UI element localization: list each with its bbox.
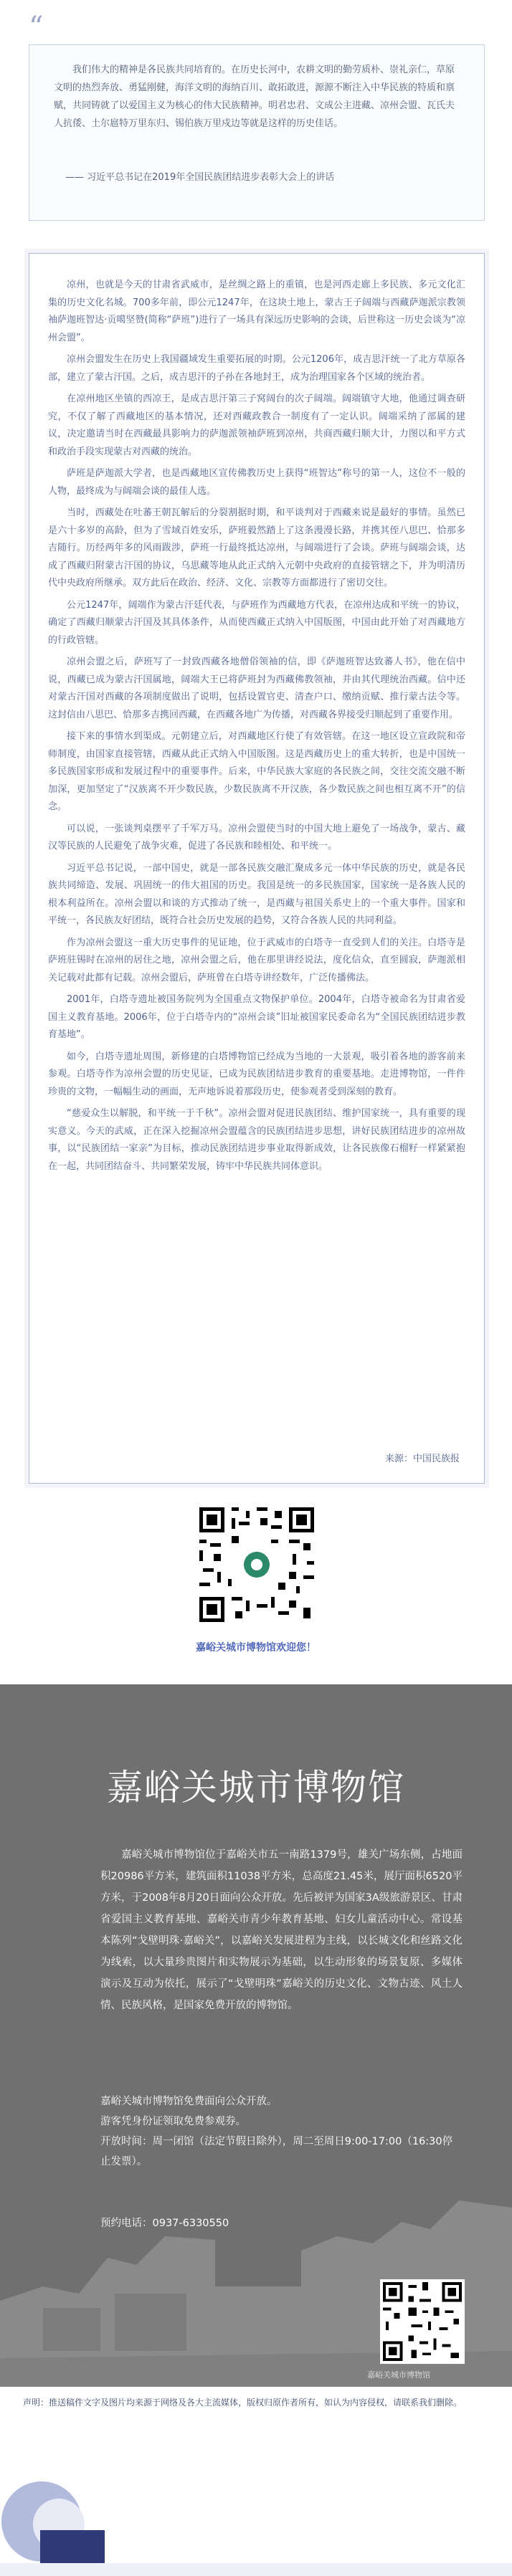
museum-qr-code[interactable] xyxy=(380,2279,465,2364)
disclaimer: 声明：推送稿件文字及图片均来源于网络及各大主流媒体，版权归原作者所有，如认为内容侵权，请联系我们删除。 xyxy=(23,2398,463,2408)
museum-phone: 预约电话：0937-6330550 xyxy=(100,2218,229,2229)
article-paragraph: 凉州会盟发生在历史上我国疆域发生重要拓展的时期。公元1206年，成吉思汗统一了北方草原各部，建立了蒙古汗国。之后，成吉思汗的子孙在各地封王，成为治理国家各个区域的统治者。 xyxy=(48,354,465,383)
article-paragraph: 公元1247年，阔端作为蒙古汗廷代表，与萨班作为西藏地方代表，在凉州达成和平统一的协议，确定了西藏归顺蒙古汗国及其具体条件，从而使西藏正式纳入中国版图，中国由此开始了对西藏地方的行政管辖。 xyxy=(48,599,465,646)
article-body xyxy=(48,277,465,1180)
article-paragraph: 萨班是萨迦派大学者，也是西藏地区宣传佛教历史上获得“班智达”称号的第一人，这位不一般的人物，最终成为与阔端会谈的最佳人选。 xyxy=(48,468,465,497)
article-paragraph: 可以说，一张谈判桌摆平了千军万马。凉州会盟使当时的中国大地上避免了一场战争，蒙古、藏汉等民族的人民避免了战争灾难，促进了各民族和睦相处、和平统一。 xyxy=(48,823,465,851)
museum-info-line: 游客凭身份证领取免费参观券。 xyxy=(100,2116,246,2127)
quote-attribution: —— 习近平总书记在2019年全国民族团结进步表彰大会上的讲话 xyxy=(65,172,335,183)
article-source: 来源：中国民族报 xyxy=(384,1454,460,1464)
article-paragraph: 凉州会盟之后，萨班写了一封致西藏各地僧俗领袖的信，即《萨迦班智达致蕃人书》，他在信中说，西藏已成为蒙古汗国属地，阔端大王已将萨班封为西藏佛教领袖，并由其代理统治西藏。信中还对蒙古汗国对西藏的各项制度做出了说明，包括设置官吏、清查户口、缴纳贡赋、推行蒙古法令等。这封信由八思巴、恰那多吉携回西藏，在西藏各地广为传播，对西藏各界接受归顺起到了重要作用。 xyxy=(48,657,465,720)
article-paragraph: 作为凉州会盟这一重大历史事件的见证地，位于武威市的白塔寺一直受到人们的关注。白塔寺是萨班驻锡时在凉州的居住之地，凉州会盟之后，他在那里讲经说法，度化信众，直至圆寂，萨迦派相关记载对此都有记载。凉州会盟后，萨班曾在白塔寺讲经数年，广泛传播佛法。 xyxy=(48,937,465,983)
article-paragraph: 2001年，白塔寺遗址被国务院列为全国重点文物保护单位。2004年，白塔寺被命名为甘肃省爱国主义教育基地。2006年，位于白塔寺内的“凉州会谈”旧址被国家民委命名为“全国民族团结进步教育基地”。 xyxy=(48,994,465,1040)
article-paragraph: 习近平总书记说，一部中国史，就是一部各民族交融汇聚成多元一体中华民族的历史，就是各民族共同缔造、发展、巩固统一的伟大祖国的历史。我国是统一的多民族国家，国家统一是各族人民的根本利益所在。凉州会盟以和谈的方式推动了统一，是西藏与祖国关系史上的一个重大事件。国家和平统一，各民族友好团结，既符合社会历史发展的趋势，又符合各族人民的共同利益。 xyxy=(48,862,465,926)
quote-box xyxy=(29,44,485,221)
article-paragraph: 在凉州地区坐镇的西凉王，是成吉思汗第三子窝阔台的次子阔端。阔端镇守大地，他通过调查研究，不仅了解了西藏地区的基本情况，还对西藏政教合一制度有了一定认识。阔端采纳了部属的建议，决定邀请当时在西藏最具影响力的萨迦派领袖萨班到凉州，共商西藏归顺大计，力图以和平方式和政治手段实现蒙古对西藏的统治。 xyxy=(48,393,465,457)
qr-caption: 嘉峪关城市博物馆欢迎您！ xyxy=(196,1642,316,1654)
quote-mark-icon: “ xyxy=(29,11,44,44)
article-box xyxy=(29,253,485,1484)
museum-info xyxy=(100,2091,463,2172)
article-paragraph: 当时，西藏处在吐蕃王朝瓦解后的分裂割据时期，和平谈判对于西藏来说是最好的事情。虽然已是六十多岁的高龄，但为了雪域百姓安乐，萨班毅然踏上了这条漫漫长路，并携其侄八思巴、恰那多吉随行。历经两年多的风雨跋涉，萨班一行最终抵达凉州，与阔端进行了会谈。萨班与阔端会谈，达成了西藏归附蒙古汗国的协议，乌思藏等地从此正式纳入元朝中央政府的直接管辖之下，并为明清历代中央政府所继承。双方此后在政治、经济、文化、宗教等方面都进行了密切交往。 xyxy=(48,507,465,588)
museum-title: 嘉峪关城市博物馆 xyxy=(107,1767,405,1808)
article-paragraph: “慈爱众生以解脱，和平统一于千秋”。凉州会盟对促进民族团结、维护国家统一，具有重要的现实意义。今天的武威，正在深入挖掘凉州会盟蕴含的民族团结进步思想，讲好民族团结进步的凉州故事，以“民族团结一家亲”为目标，推动民族团结进步事业取得新成效，让各民族像石榴籽一样紧紧抱在一起，共同团结奋斗、共同繁荣发展，铸牢中华民族共同体意识。 xyxy=(48,1108,465,1172)
museum-info-line: 开放时间：周一闭馆（法定节假日除外），周二至周日9:00-17:00（16:30停止发票）。 xyxy=(100,2136,453,2167)
article-paragraph: 接下来的事情水到渠成。元朝建立后，对西藏地区行使了有效管辖。在这一地区设立宣政院和帝师制度，由国家直接管辖，西藏从此正式纳入中国版图。这是西藏历史上的重大转折，也是中国统一多民族国家形成和发展过程中的重要事件。后来，中华民族大家庭的各民族之间，交往交流交融不断加深，更加坚定了“汉族离不开少数民族，少数民族离不开汉族，各少数民族之间也相互离不开”的信念。 xyxy=(48,731,465,812)
article-paragraph: 凉州，也就是今天的甘肃省武威市，是丝绸之路上的重镇，也是河西走廊上多民族、多元文化汇集的历史文化名城。700多年前，即公元1247年，在这块土地上，蒙古王子阔端与西藏萨迦派宗教领袖萨迦班智达·贡噶坚赞(简称“萨班”)进行了一场具有深远历史影响的会谈，后世称这一历史会谈为“凉州会盟”。 xyxy=(48,280,465,343)
decorative-footer-shapes xyxy=(0,2437,512,2576)
qr-code[interactable] xyxy=(196,1504,318,1626)
museum-description: 嘉峪关城市博物馆位于嘉峪关市五一南路1379号，雄关广场东侧，占地面积20986平方米，建筑面积11038平方米，总高度21.45米，展厅面积6520平方米，于2008年8月20日面向公众开放。先后被评为国家3A级旅游景区、甘肃省爱国主义教育基地、嘉峪关市青少年教育基地、妇女儿童活动中心。常设基本陈列“戈壁明珠·嘉峪关”，以嘉峪关发展进程为主线，以长城文化和丝路文化为线索，以大量珍贵图片和实物展示为基础，以生动形象的场景复原、多媒体演示及互动为依托，展示了“戈壁明珠”嘉峪关的历史文化、文物古迹、风土人情、民族风格，是国家免费开放的博物馆。 xyxy=(100,1849,463,2011)
article-paragraph: 如今，白塔寺遗址周围，新修建的白塔博物馆已经成为当地的一大景观，吸引着各地的游客前来参观。白塔寺作为凉州会盟的历史见证，已成为民族团结进步教育的重要基地。走进博物馆，一件件珍贵的文物，一幅幅生动的画面，无声地诉说着那段历史，使参观者受到深刻的教育。 xyxy=(48,1051,465,1097)
museum-credit: 嘉峪关城市博物馆 xyxy=(367,2370,430,2380)
museum-info-line: 嘉峪关城市博物馆免费面向公众开放。 xyxy=(100,2096,278,2107)
museum-banner xyxy=(0,1684,512,2387)
quote-text: 我们伟大的精神是各民族共同培育的。在历史长河中，农耕文明的勤劳质朴、崇礼亲仁，草原文明的热烈奔放、勇猛刚健，海洋文明的海纳百川、敢拓敢进，源源不断注入中华民族的特质和禀赋，共同铸就了以爱国主义为核心的伟大民族精神。明君忠君、文成公主进藏、凉州会盟、瓦氏夫人抗倭、土尔扈特万里东归、锡伯族万里戍边等就是这样的历史佳话。 xyxy=(54,65,455,129)
